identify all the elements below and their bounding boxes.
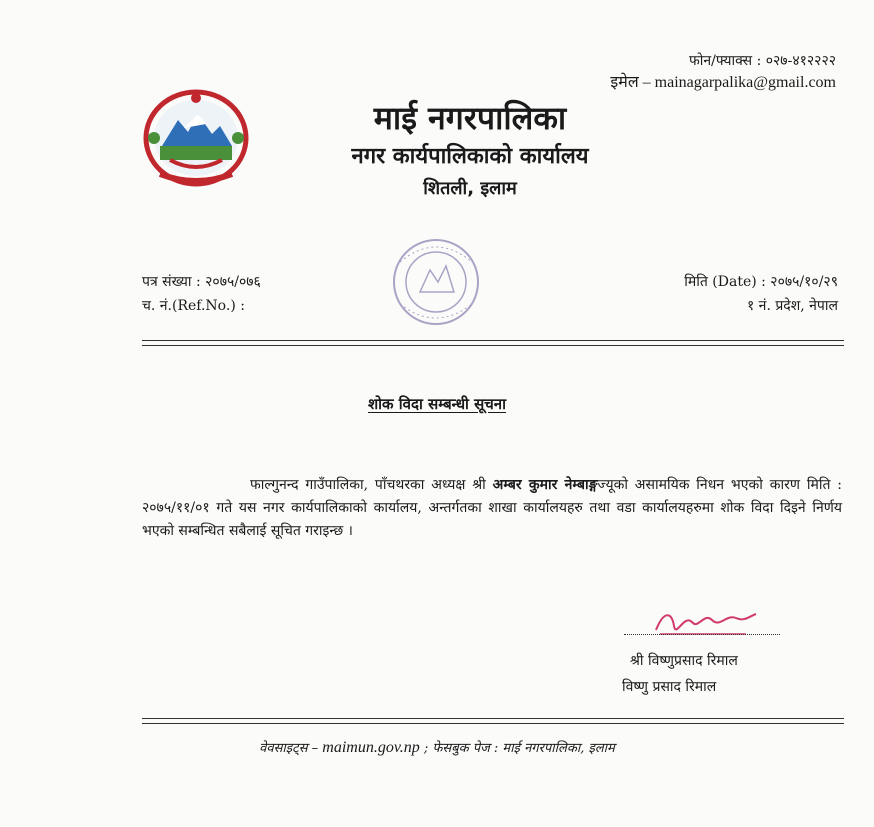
reference-block <box>142 270 261 318</box>
office-stamp-icon <box>380 232 492 332</box>
body-person-name: अम्बर कुमार नेम्बाङ्ग <box>492 477 598 493</box>
date-block <box>684 270 838 318</box>
letter-date: मिति (Date) : २०७५/१०/२९ <box>684 274 838 290</box>
website-link[interactable]: maimun.gov.np <box>322 739 420 756</box>
signatory-designation: विष्णु प्रसाद रिमाल <box>622 679 717 695</box>
office-location: शितली, इलाम <box>423 178 517 199</box>
signature-line <box>624 634 780 635</box>
notice-subject <box>0 394 874 414</box>
contact-info <box>610 50 836 94</box>
footer-divider-bottom <box>142 723 844 724</box>
notice-body <box>142 474 842 543</box>
body-intro: फाल्गुनन्द गाउँपालिका, पाँचथरका अध्यक्ष श्री <box>250 477 493 493</box>
office-name: नगर कार्यपालिकाको कार्यालय <box>351 144 589 169</box>
facebook-page: ; फेसबुक पेज : माई नगरपालिका, इलाम <box>419 741 615 756</box>
subject-text: शोक विदा सम्बन्धी सूचना <box>367 395 507 413</box>
header-divider-top <box>142 340 844 341</box>
email-address: इमेल – mainagarpalika@gmail.com <box>610 74 836 91</box>
phone-fax: फोन/फ्याक्स : ०२७-४१२२२२ <box>688 53 836 69</box>
office-header <box>200 96 740 204</box>
website-label: वेवसाइट्स – <box>259 741 323 756</box>
footer <box>0 738 874 757</box>
body-text: ज्यूको असामयिक निधन भएको कारण मिति : २०७५/११/०१ गते यस नगर कार्यपालिकाको कार्यालय, अन्तर्गतका शाखा कार्यालयहरु तथा वडा कार्यालयहरुमा शोक विदा दिइने निर्णय भएको सम्बन्धित सबैलाई सूचित गराइन्छ । <box>142 477 842 539</box>
reference-number: च. नं.(Ref.No.) : <box>142 298 245 314</box>
municipality-name: माई नगरपालिका <box>373 99 567 137</box>
signatory-name: श्री विष्णुप्रसाद रिमाल <box>630 653 738 669</box>
header-divider-bottom <box>142 345 844 346</box>
letter-number: पत्र संख्या : २०७५/०७६ <box>142 274 261 290</box>
footer-divider-top <box>142 718 844 719</box>
signature-icon <box>650 604 760 642</box>
province: १ नं. प्रदेश, नेपाल <box>746 298 838 314</box>
signature-block <box>600 604 820 704</box>
